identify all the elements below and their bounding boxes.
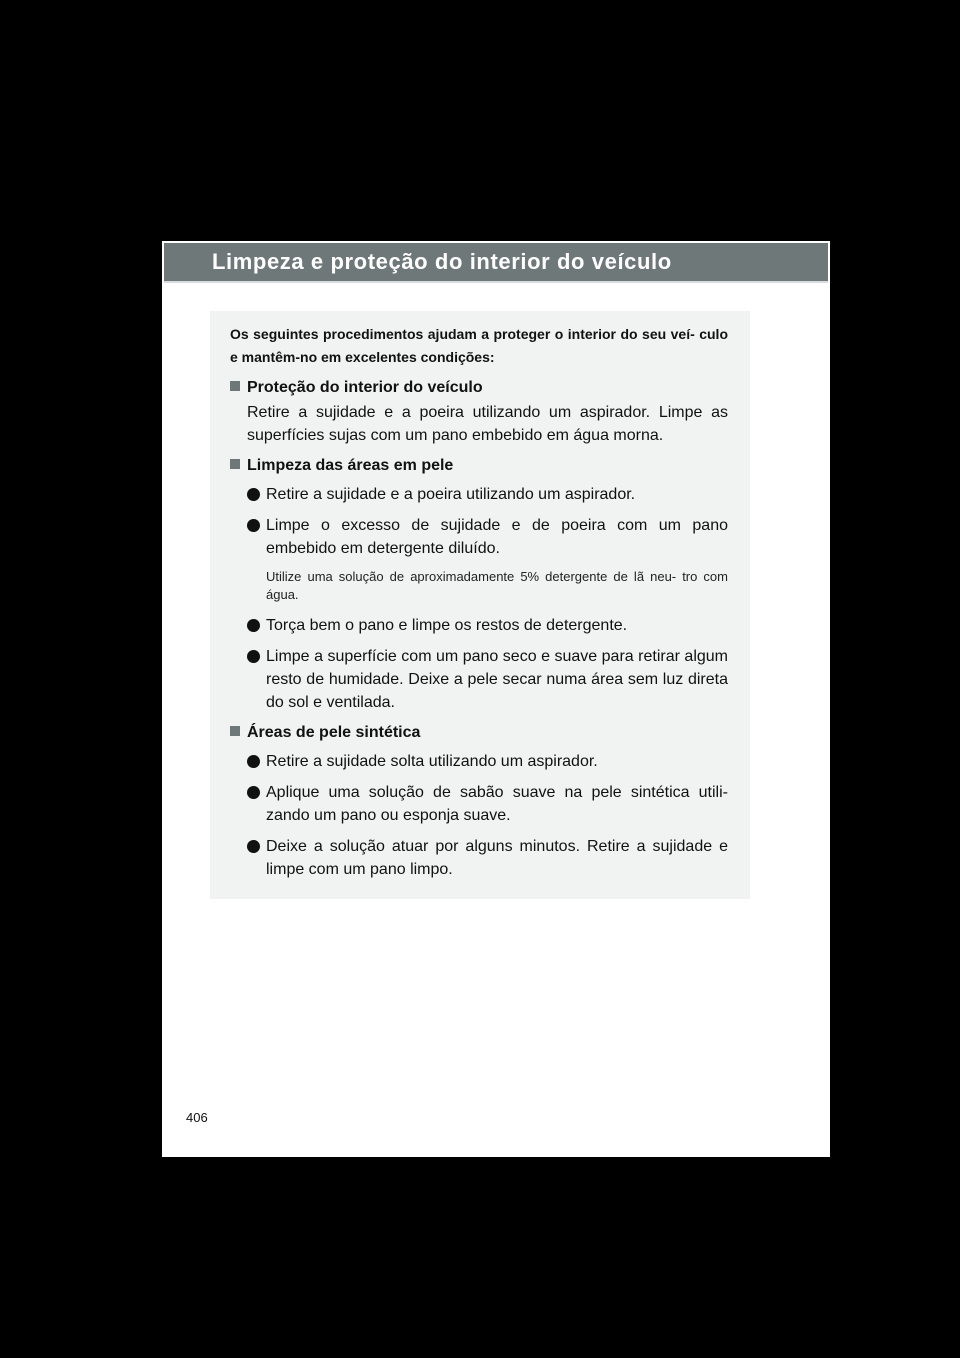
bullet-dot-icon	[247, 786, 260, 799]
list-item	[266, 614, 728, 637]
bullet-dot-icon	[247, 840, 260, 853]
bullet-dot-icon	[247, 519, 260, 532]
section-heading-label: Áreas de pele sintética	[247, 724, 421, 741]
detergent-note: Utilize uma solução de aproximadamente 5% detergente de lã neu- tro com água.	[266, 569, 728, 602]
section-heading-label: Limpeza das áreas em pele	[247, 457, 454, 474]
title-bar	[164, 243, 828, 283]
page-title: Limpeza e proteção do interior do veículo	[212, 249, 672, 274]
list-item	[266, 483, 728, 506]
list-item-text: Retire a sujidade e a poeira utilizando um aspirador.	[266, 486, 636, 503]
list-item-text: Deixe a solução atuar por alguns minutos. Retire a sujidade e limpe com um pano limpo.	[266, 838, 728, 878]
intro-text: Os seguintes procedimentos ajudam a proteger o interior do seu veí- culo e mantêm-no em excelentes condições:	[230, 326, 728, 365]
section-heading-interior	[230, 377, 728, 399]
list-item-text: Limpe a superfície com um pano seco e suave para retirar algum resto de humidade. Deixe a pele secar numa área sem luz direta do sol e ventilada.	[266, 648, 728, 711]
list-item-text: Retire a sujidade solta utilizando um aspirador.	[266, 753, 598, 770]
list-item	[266, 514, 728, 560]
section-heading-synthetic	[230, 722, 728, 744]
bullet-dot-icon	[247, 755, 260, 768]
bullet-dot-icon	[247, 619, 260, 632]
list-item	[266, 781, 728, 827]
list-item-text: Limpe o excesso de sujidade e de poeira com um pano embebido em detergente diluído.	[266, 517, 728, 557]
list-item	[266, 750, 728, 773]
page-number: 406	[186, 1110, 208, 1125]
bullet-dot-icon	[247, 488, 260, 501]
square-bullet-icon	[230, 726, 240, 736]
section-paragraph: Retire a sujidade e a poeira utilizando um aspirador. Limpe as superfícies sujas com um pano embebido em água morna.	[247, 404, 728, 444]
list-item-text: Aplique uma solução de sabão suave na pele sintética utili- zando um pano ou esponja suave.	[266, 784, 728, 824]
square-bullet-icon	[230, 459, 240, 469]
list-item-text: Torça bem o pano e limpe os restos de detergente.	[266, 617, 628, 634]
square-bullet-icon	[230, 381, 240, 391]
section-heading-leather	[230, 455, 728, 477]
content-box	[210, 311, 750, 899]
manual-page	[162, 241, 830, 1157]
list-item	[266, 645, 728, 714]
section-heading-label: Proteção do interior do veículo	[247, 379, 483, 396]
list-item	[266, 835, 728, 881]
bullet-dot-icon	[247, 650, 260, 663]
